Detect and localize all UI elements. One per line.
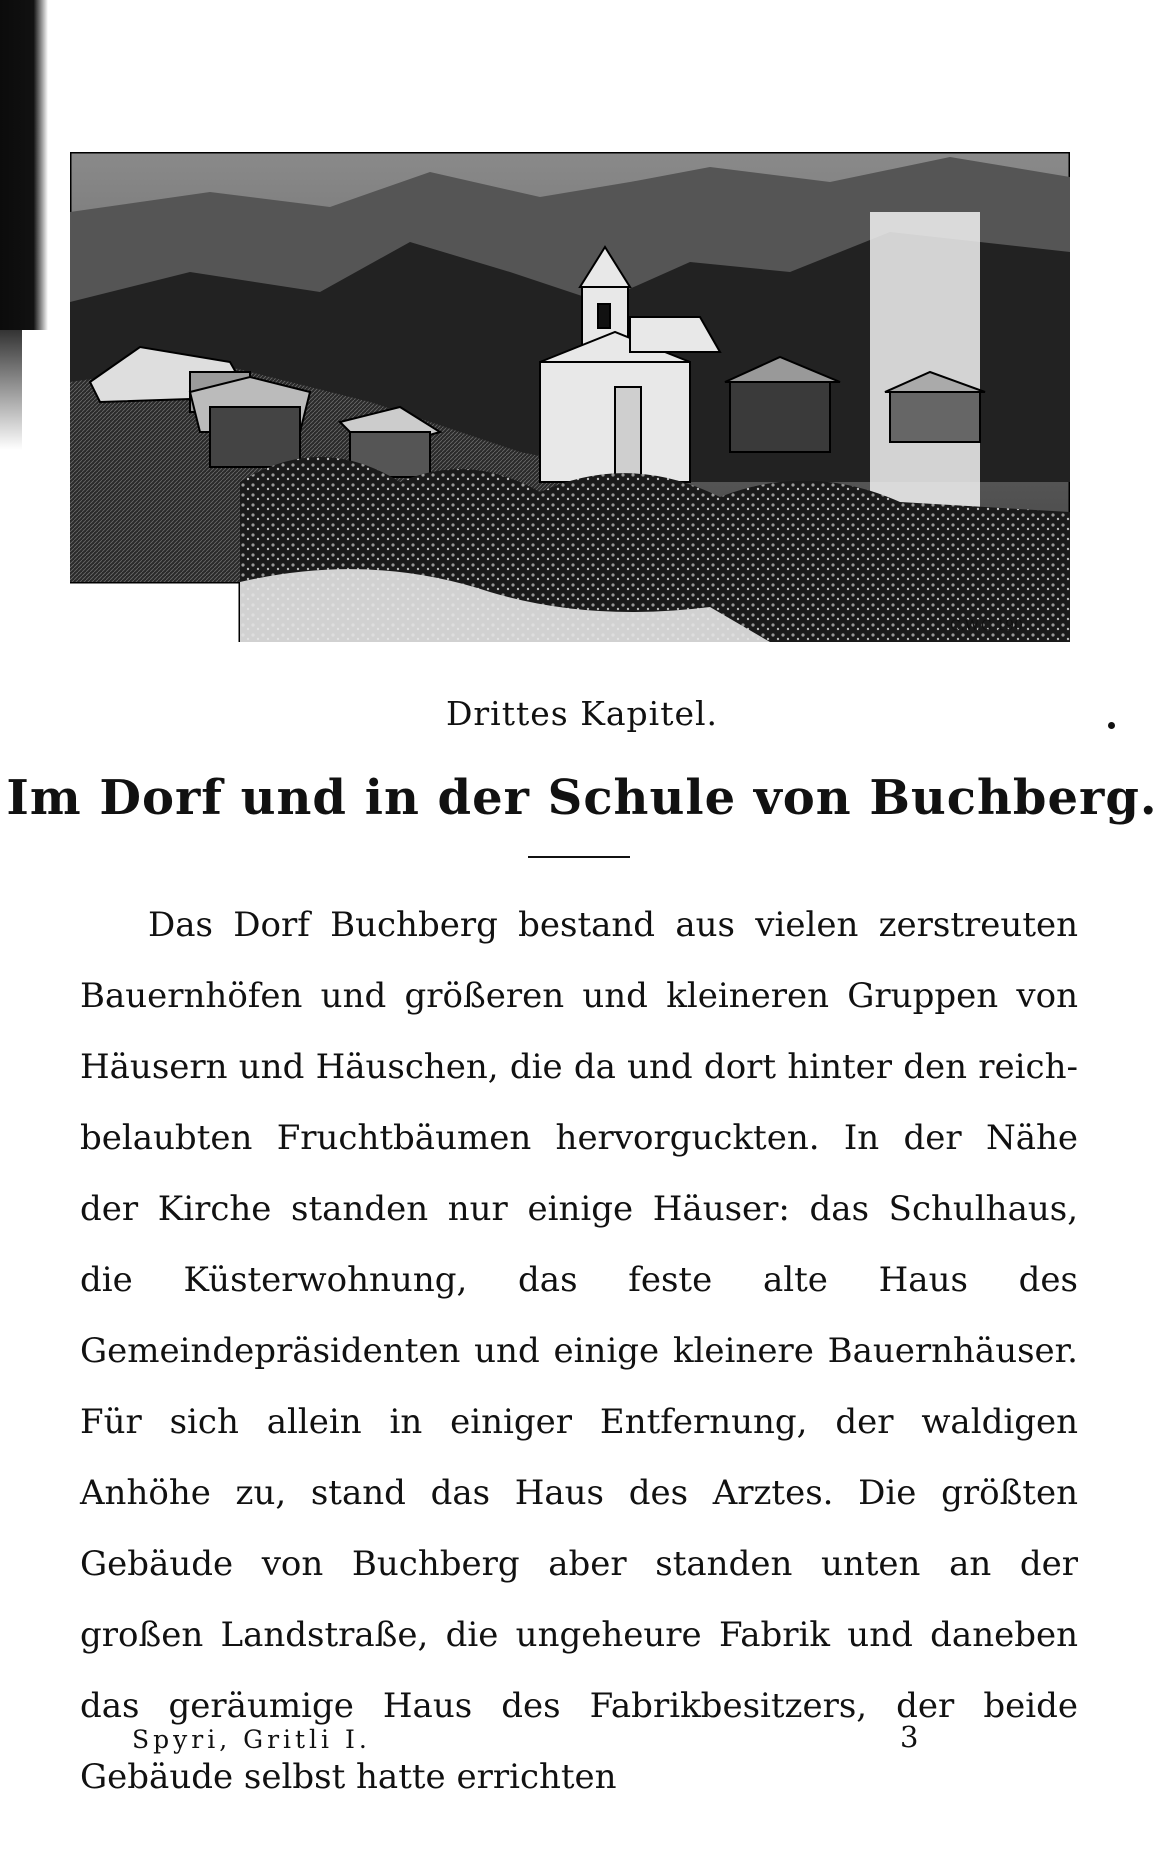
chapter-header-illustration [70,152,1070,642]
village-engraving [70,152,1070,642]
chapter-label: Drittes Kapitel. [445,694,719,733]
chapter-title: Im Dorf und in der Schule von Buchberg. [6,770,1158,826]
illustration-signature: C.W.C 190 [950,618,1023,634]
body-paragraph: Das Dorf Buchberg bestand aus vielen zerstreuten Bauernhöfen und größeren und kleineren Gruppen von Häusern und Häuschen, die da und dort hinter den reichbelaubten Fruchtbäumen hervorguckten. In der Nähe der Kirche standen nur einige Häuser: das Schulhaus, die Küsterwohnung, das feste alte Haus des Gemeindepräsidenten und einige kleinere Bauernhäuser. Für sich allein in einiger Entfernung, der waldigen Anhöhe zu, stand das Haus des Arztes. Die größten Gebäude von Buchberg aber standen unten an der großen Landstraße, die ungeheure Fabrik und daneben das geräumige Haus des Fabrikbesitzers, der beide Gebäude selbst hatte errichten [80,905,1078,1797]
signature-mark: Spyri, Gritli I. [132,1725,371,1754]
page-number: 3 [900,1720,919,1754]
scan-edge-shadow [0,0,48,330]
title-divider [528,856,630,858]
scan-edge-shadow-lower [0,330,22,450]
ink-speck [1108,722,1115,729]
